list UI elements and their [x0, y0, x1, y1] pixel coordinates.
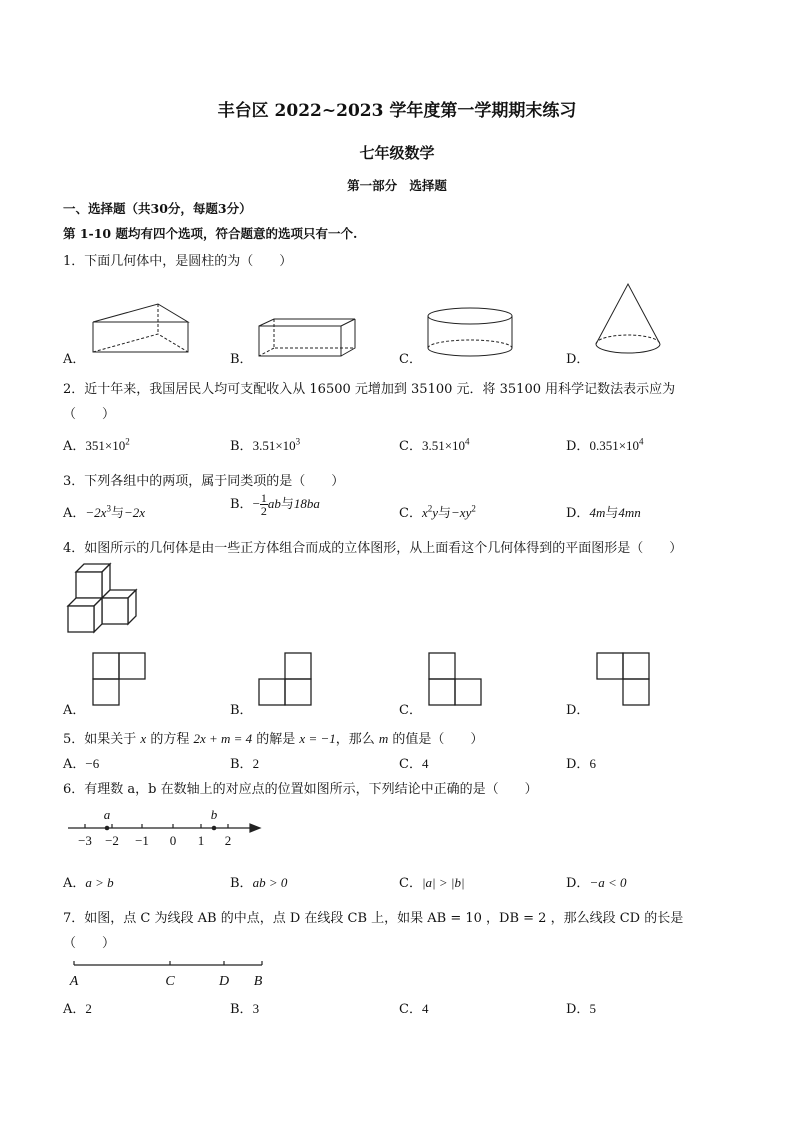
connector: 与: [438, 506, 452, 521]
term-2-exponent: 2: [471, 503, 476, 514]
question-2-stem-cont: （ ）: [63, 407, 116, 422]
q1-option-d-label[interactable]: D．: [566, 352, 590, 367]
question-3-stem: 3．下列各组中的两项，属于同类项的是（ ）: [63, 474, 345, 489]
q1-option-a-label[interactable]: A．: [63, 352, 86, 367]
option-value-exponent: 4: [639, 436, 644, 447]
term-1: ab: [267, 496, 281, 511]
option-value-exponent: 2: [125, 436, 130, 447]
page-subtitle: 七年级数学: [359, 144, 435, 162]
tick-label: −3: [78, 833, 92, 848]
question-2-stem: 2．近十年来，我国居民人均可支配收入从 16500 元增加到 35100 元．将 35100 用科学记数法表示应为: [63, 382, 676, 397]
option-value: 2: [252, 756, 260, 771]
q3-option-d[interactable]: [566, 502, 641, 521]
stem-text: ，那么: [335, 732, 379, 747]
option-value-mantissa: 3.51×10: [421, 438, 466, 453]
point-label-b: B: [253, 974, 263, 989]
cuboid-figure[interactable]: [258, 318, 358, 358]
q3-option-c[interactable]: [399, 502, 476, 521]
term-2: −xy: [451, 505, 472, 520]
equation: 2x + m = 4: [193, 731, 253, 746]
option-label: C．: [399, 757, 422, 772]
option-label: A．: [63, 757, 86, 772]
cylinder-figure[interactable]: [426, 307, 516, 357]
line-segment-figure: [66, 955, 276, 991]
option-label: C．: [399, 1002, 422, 1017]
question-6-stem: 6．有理数 a，b 在数轴上的对应点的位置如图所示，下列结论中正确的是（ ）: [63, 782, 538, 797]
option-value: 4: [421, 1001, 429, 1016]
q1-option-b-label[interactable]: B．: [230, 352, 253, 367]
term-1-tail: y: [432, 505, 439, 520]
q5-option-b[interactable]: [230, 753, 259, 772]
stem-text: 的解是: [252, 732, 300, 747]
connector: 与: [110, 506, 124, 521]
q7-option-a[interactable]: [63, 998, 92, 1017]
minus-sign: −: [252, 496, 260, 511]
variable-x: x: [140, 731, 147, 746]
option-label: B．: [230, 876, 253, 891]
option-value: 4: [421, 756, 429, 771]
q4-option-a-label[interactable]: A．: [63, 703, 86, 718]
option-label: D．: [566, 876, 590, 891]
part-heading: 第一部分 选择题: [347, 178, 447, 193]
q4-option-d-figure[interactable]: [596, 652, 652, 708]
q3-option-a[interactable]: [63, 502, 145, 521]
variable-m: m: [378, 731, 389, 746]
stem-text: 5．如果关于: [63, 732, 141, 747]
point-label-a: A: [69, 974, 79, 989]
term-1-exponent: 3: [106, 503, 111, 514]
q4-option-a-figure[interactable]: [92, 652, 148, 708]
q4-option-d-label[interactable]: D．: [566, 703, 590, 718]
q4-option-b-figure[interactable]: [258, 652, 314, 708]
option-label: A．: [63, 439, 86, 454]
q5-option-d[interactable]: [566, 753, 596, 772]
option-value: |a| > |b|: [421, 875, 465, 890]
question-1-stem: 1．下面几何体中，是圆柱的为（ ）: [63, 254, 293, 269]
option-value: 5: [589, 1001, 596, 1016]
option-value: 2: [85, 1001, 92, 1016]
option-label: A．: [63, 1002, 86, 1017]
connector: 与: [280, 497, 294, 512]
number-line-figure: [66, 804, 266, 850]
term-1: 4m: [589, 505, 606, 520]
option-label: D．: [566, 439, 590, 454]
solution: x = −1: [299, 731, 336, 746]
q7-option-c[interactable]: [399, 998, 428, 1017]
q5-option-a[interactable]: [63, 753, 99, 772]
term-2: 18ba: [293, 496, 320, 511]
option-value: −a < 0: [589, 875, 627, 890]
option-label: B．: [230, 439, 253, 454]
option-label: C．: [399, 876, 422, 891]
point-label-c: C: [165, 974, 175, 989]
option-value: ab > 0: [252, 875, 288, 890]
option-label: B．: [230, 497, 253, 512]
point-label-d: D: [218, 974, 230, 989]
option-label: B．: [230, 757, 253, 772]
option-label: A．: [63, 506, 86, 521]
option-value: 6: [589, 756, 596, 771]
tick-label: −2: [105, 833, 119, 848]
option-value-mantissa: 351×10: [85, 438, 126, 453]
question-7-stem: 7．如图，点 C 为线段 AB 的中点，点 D 在线段 CB 上，如果 AB = 10 ，DB = 2 ，那么线段 CD 的长是: [63, 911, 684, 926]
term-1: −2x: [85, 505, 107, 520]
point-b-label: b: [210, 807, 218, 822]
point-a-dot: [105, 826, 110, 831]
q2-option-b[interactable]: [230, 435, 300, 454]
q6-option-a[interactable]: [63, 872, 114, 891]
option-value-mantissa: 3.51×10: [252, 438, 296, 453]
q4-option-b-label[interactable]: B．: [230, 703, 253, 718]
stem-text: 的方程: [146, 732, 194, 747]
option-label: D．: [566, 757, 590, 772]
q1-option-c-label[interactable]: C．: [399, 352, 422, 367]
q7-option-d[interactable]: [566, 998, 596, 1017]
option-label: C．: [399, 439, 422, 454]
q3-option-b[interactable]: [230, 492, 320, 517]
stem-text: 的值是（ ）: [388, 732, 484, 747]
q5-option-c[interactable]: [399, 753, 428, 772]
triangular-prism-figure[interactable]: [92, 300, 192, 355]
tick-label: 2: [224, 833, 232, 848]
option-label: C．: [399, 506, 422, 521]
option-label: D．: [566, 1002, 590, 1017]
tick-label: 1: [197, 833, 205, 848]
q2-option-d[interactable]: [566, 435, 644, 454]
option-value: a > b: [85, 875, 114, 890]
option-value: 3: [252, 1001, 260, 1016]
q6-option-b[interactable]: [230, 872, 287, 891]
option-value-exponent: 3: [295, 436, 301, 447]
cone-figure[interactable]: [594, 282, 664, 357]
cube-stack-figure: [66, 562, 142, 636]
page-title: 丰台区 2022~2023 学年度第一学期期末练习: [217, 101, 577, 121]
tick-label: 0: [169, 833, 177, 848]
q2-option-c[interactable]: [399, 435, 470, 454]
option-value-mantissa: 0.351×10: [589, 438, 640, 453]
q7-option-b[interactable]: [230, 998, 259, 1017]
fraction-numerator: 1: [260, 491, 267, 505]
section-note: 第 1-10 题均有四个选项，符合题意的选项只有一个.: [63, 226, 358, 241]
option-value: −6: [85, 756, 100, 771]
term-1: x: [421, 505, 428, 520]
question-5-stem: [63, 728, 483, 747]
q4-option-c-label[interactable]: C．: [399, 703, 422, 718]
fraction: [260, 492, 268, 517]
q4-option-c-figure[interactable]: [428, 652, 484, 708]
option-label: B．: [230, 1002, 253, 1017]
option-label: A．: [63, 876, 86, 891]
q6-option-d[interactable]: [566, 872, 626, 891]
question-7-stem-cont: （ ）: [63, 936, 116, 951]
option-label: D．: [566, 506, 590, 521]
section-heading: 一、选择题（共30分，每题3分）: [63, 201, 252, 216]
connector: 与: [605, 506, 619, 521]
term-1-exponent: 2: [427, 503, 433, 514]
option-value-exponent: 4: [465, 436, 470, 447]
fraction-denominator: 2: [260, 504, 267, 518]
point-a-label: a: [103, 807, 111, 822]
term-2: −2x: [123, 505, 145, 520]
tick-label: −1: [135, 833, 149, 848]
q2-option-a[interactable]: [63, 435, 130, 454]
point-b-dot: [212, 826, 217, 831]
term-2: 4mn: [618, 505, 641, 520]
q6-option-c[interactable]: [399, 872, 465, 891]
question-4-stem: 4．如图所示的几何体是由一些正方体组合而成的立体图形，从上面看这个几何体得到的平面图形是（ ）: [63, 541, 683, 556]
